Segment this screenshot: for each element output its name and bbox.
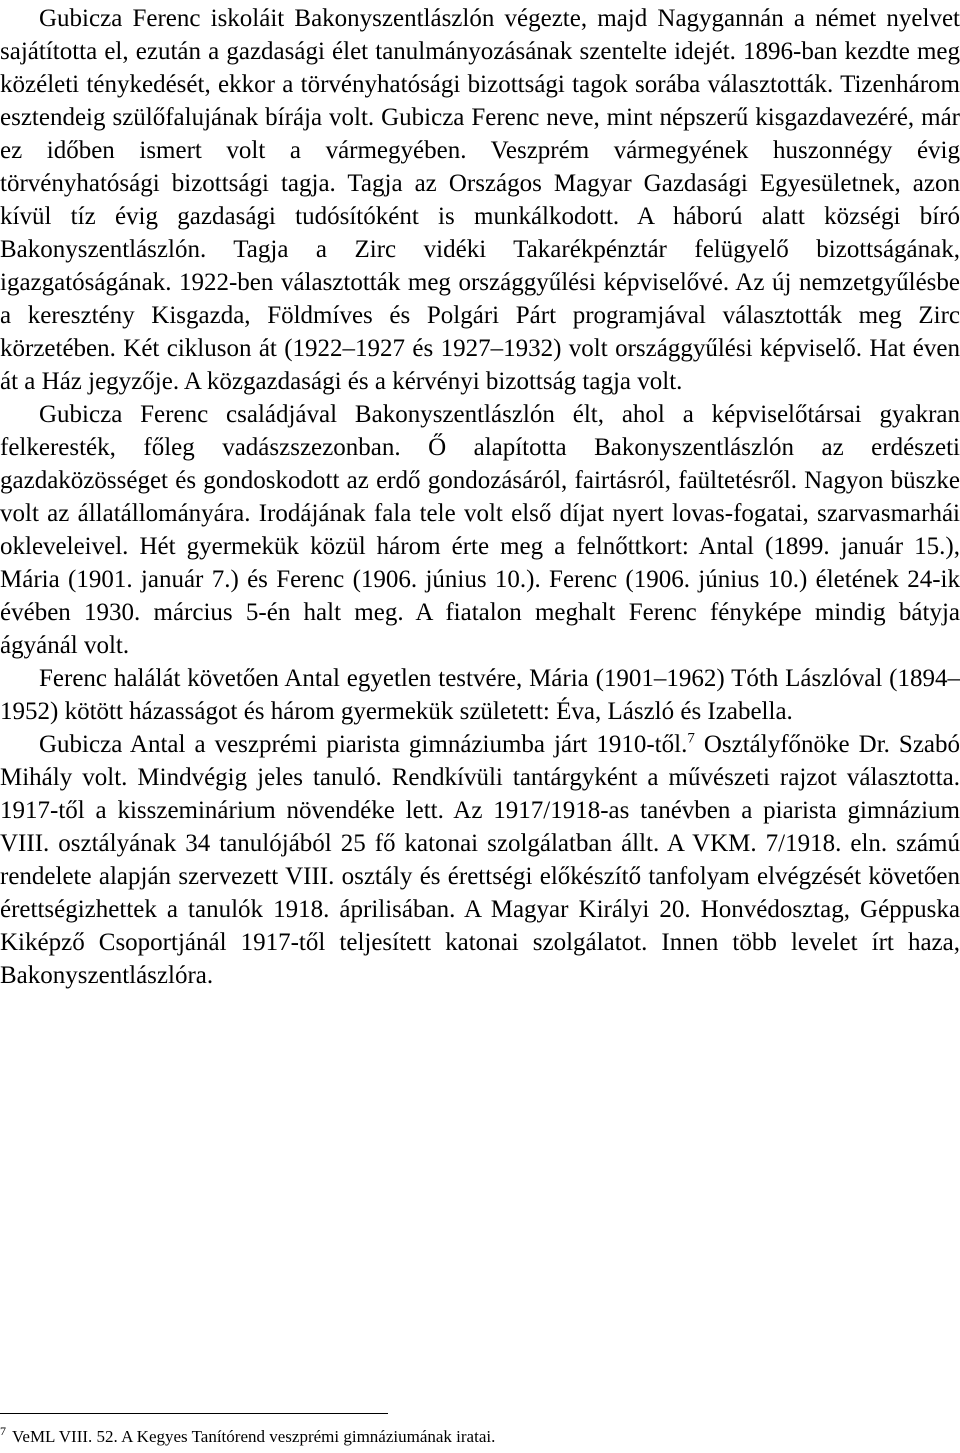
- paragraph-family-life: Gubicza Ferenc családjával Bakonyszentlászlón élt, ahol a képviselőtársai gyakran felkeresték, főleg vadászszezonban. Ő alapította Bakonyszentlászlón az erdészeti gazdaközösséget és gondoskodott az erdő gondozásáról, fairtásról, faültetésről. Nagyon büszke volt az állatállományára. Irodájának fala tele volt első díjat nyert lovas-fogatai, szarvasmarhái okleveleivel. Hét gyermekük közül három érte meg a felnőttkort: Antal (1899. január 15.), Mária (1901. január 7.) és Ferenc (1906. június 10.). Ferenc (1906. június 10.) életének 24-ik évében 1930. március 5-én halt meg. A fiatalon meghalt Ferenc fényképe mindig bátyja ágyánál volt.: [0, 401, 960, 659]
- footnote-text: VeML VIII. 52. A Kegyes Tanítórend veszprémi gimnáziumának iratai.: [12, 1427, 496, 1446]
- footnote-reference: 7: [687, 730, 695, 747]
- paragraph-antal-school-rest: Osztályfőnöke Dr. Szabó Mihály volt. Mindvégig jeles tanuló. Rendkívüli tantárgyként a művészeti rajzot választotta. 1917-től a kisszeminárium növendéke lett. Az 1917/1918-as tanévben a piarista gimnázium VIII. osztályának 34 tanulójából 25 fő katonai szolgálatban állt. A VKM. 7/1918. eln. számú rendelete alapján szervezett VIII. osztály és érettségi előkészítő tanfolyam elvégzését követően érettségizhettek a tanulók 1918. áprilisában. A Magyar Királyi 20. Honvédosztag, Géppuska Kiképző Csoportjánál 1917-től teljesített katonai szolgálatot. Innen több levelet írt haza, Bakonyszentlászlóra.: [0, 731, 960, 989]
- paragraph-antal-school-start: Gubicza Antal a veszprémi piarista gimnáziumba járt 1910-től.: [39, 731, 688, 758]
- paragraph-siblings: Ferenc halálát követően Antal egyetlen testvére, Mária (1901–1962) Tóth Lászlóval (1894–1952) kötött házasságot és három gyermekük született: Éva, László és Izabella.: [0, 665, 960, 725]
- footnote-mark: 7: [0, 1424, 6, 1439]
- footnote-separator: [0, 1413, 388, 1414]
- body-text: [0, 2, 960, 992]
- paragraph-antal-school: [0, 728, 960, 992]
- paragraph-biography: Gubicza Ferenc iskoláit Bakonyszentlászlón végezte, majd Nagygannán a német nyelvet sajátította el, ezután a gazdasági élet tanulmányozásának szentelte idejét. 1896-ban kezdte meg közéleti ténykedését, ekkor a törvényhatósági bizottsági tagok sorába választották. Tizenhárom esztendeig szülőfalujának bírája volt. Gubicza Ferenc neve, mint népszerű kisgazdavezéré, már ez időben ismert volt a vármegyében. Veszprém vármegyének huszonnégy évig törvényhatósági bizottsági tagja. Tagja az Országos Magyar Gazdasági Egyesületnek, azon kívül tíz évig gazdasági tudósítóként is munkálkodott. A háború alatt községi bíró Bakonyszentlászlón. Tagja a Zirc vidéki Takarékpénztár felügyelő bizottságának, igazgatóságának. 1922-ben választották meg országgyűlési képviselővé. Az új nemzetgyűlésbe a keresztény Kisgazda, Földmíves és Polgári Párt programjával választották meg Zirc körzetében. Két cikluson át (1922–1927 és 1927–1932) volt országgyűlési képviselő. Hat éven át a Ház jegyzője. A közgazdasági és a kérvényi bizottság tagja volt.: [0, 5, 960, 395]
- footnote: [0, 1425, 960, 1449]
